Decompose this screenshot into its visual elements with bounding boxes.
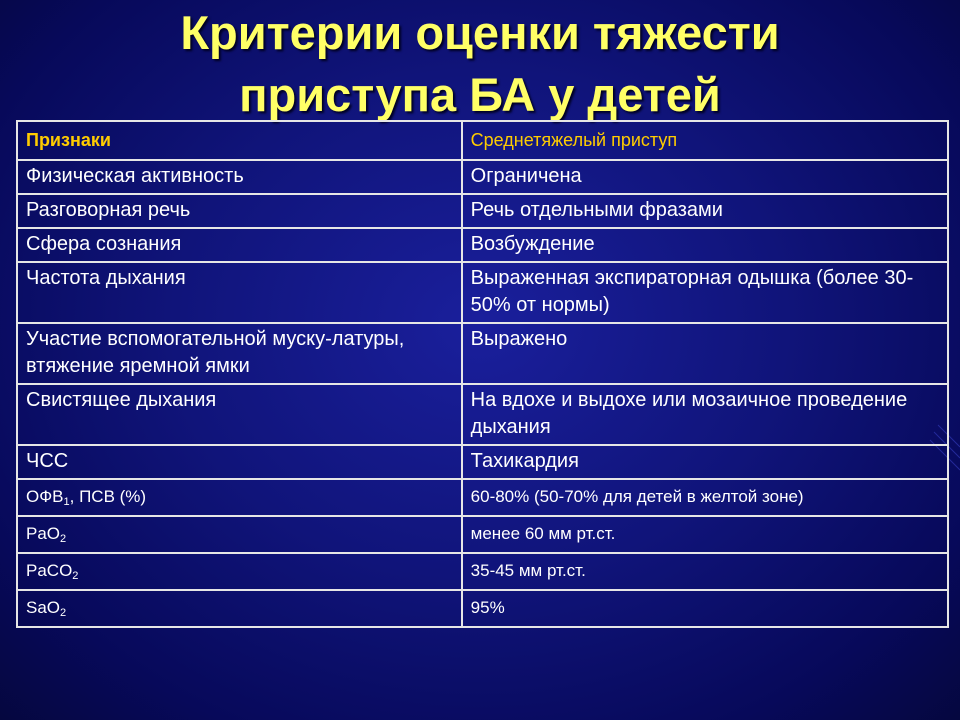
table-row <box>17 553 948 590</box>
row-value: На вдохе и выдохе или мозаичное проведение дыхания <box>462 384 948 445</box>
sign-subscript: 2 <box>60 533 67 545</box>
row-value: Выраженная экспираторная одышка (более 30-50% от нормы) <box>462 262 948 323</box>
table-row <box>17 479 948 516</box>
sign-base: ОФВ <box>26 487 64 506</box>
row-sign: Свистящее дыхания <box>17 384 462 445</box>
table-row <box>17 445 948 479</box>
table-row <box>17 194 948 228</box>
row-value: менее 60 мм рт.ст. <box>462 516 948 553</box>
row-value: Ограничена <box>462 160 948 194</box>
row-sign <box>17 553 462 590</box>
row-sign <box>17 516 462 553</box>
slide-title-line-1: Критерии оценки тяжести <box>180 6 780 59</box>
sign-subscript: 1 <box>63 496 70 508</box>
table-row <box>17 590 948 627</box>
row-sign: Сфера сознания <box>17 228 462 262</box>
row-value: 35-45 мм рт.ст. <box>462 553 948 590</box>
row-value: Тахикардия <box>462 445 948 479</box>
row-value: Возбуждение <box>462 228 948 262</box>
sign-base: SaO <box>26 598 61 617</box>
slide-title-line-2: приступа БА у детей <box>239 68 721 121</box>
row-value: Выражено <box>462 323 948 384</box>
table-row <box>17 323 948 384</box>
row-value: 60-80% (50-70% для детей в желтой зоне) <box>462 479 948 516</box>
row-value: Речь отдельными фразами <box>462 194 948 228</box>
row-value: 95% <box>462 590 948 627</box>
table-header-row <box>17 121 948 160</box>
criteria-table <box>16 120 949 628</box>
row-sign: ЧСС <box>17 445 462 479</box>
row-sign <box>17 479 462 516</box>
sign-base: PaO <box>26 524 61 543</box>
table-row <box>17 384 948 445</box>
table-row <box>17 160 948 194</box>
table-row <box>17 228 948 262</box>
table-row <box>17 516 948 553</box>
table-row <box>17 262 948 323</box>
sign-subscript: 2 <box>60 607 67 619</box>
sign-subscript: 2 <box>72 570 79 582</box>
sign-base: PaCO <box>26 561 73 580</box>
sign-suffix: , ПСВ (%) <box>69 487 147 506</box>
row-sign: Разговорная речь <box>17 194 462 228</box>
row-sign: Частота дыхания <box>17 262 462 323</box>
slide-title <box>0 2 960 126</box>
header-signs: Признаки <box>17 121 462 160</box>
row-sign: Участие вспомогательной муску-латуры, втяжение яремной ямки <box>17 323 462 384</box>
header-moderate-attack: Среднетяжелый приступ <box>462 121 948 160</box>
row-sign: Физическая активность <box>17 160 462 194</box>
row-sign <box>17 590 462 627</box>
